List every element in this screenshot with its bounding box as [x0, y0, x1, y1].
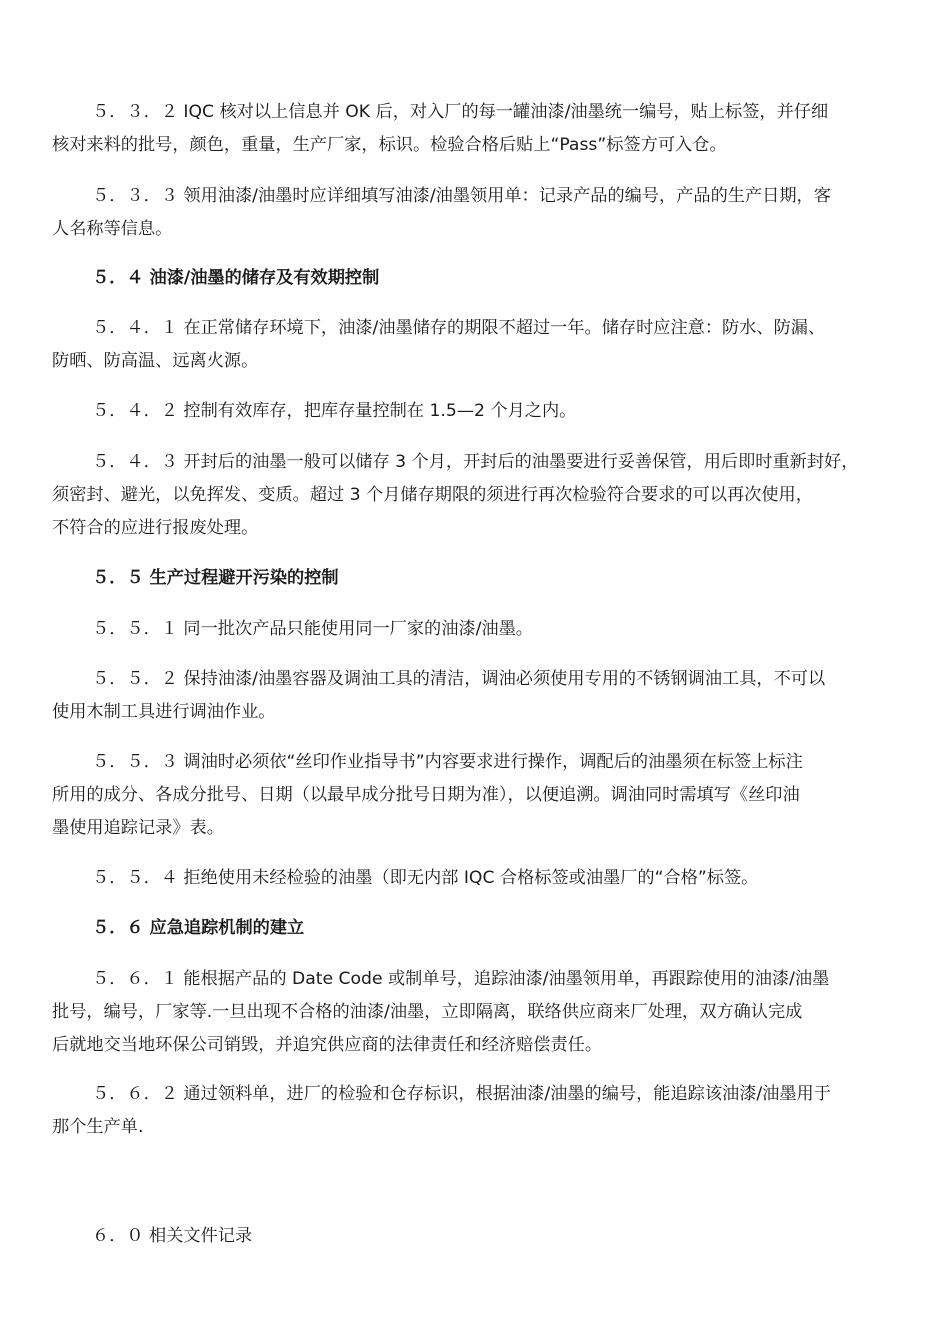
- paragraph-line: 使用木制工具进行调油作业。: [52, 702, 276, 722]
- heading-text: ５．６ 应急追踪机制的建立: [92, 918, 305, 938]
- paragraph-line: ５．５．１ 同一批次产品只能使用同一厂家的油漆/油墨。: [92, 619, 533, 639]
- section-heading-5-6: [52, 912, 894, 945]
- heading-text: ５．４ 油漆/油墨的储存及有效期控制: [92, 268, 380, 288]
- heading-text: ５．５ 生产过程避开污染的控制: [92, 568, 339, 588]
- section-heading-5-5: [52, 562, 894, 595]
- paragraph-line: ５．６．１ 能根据产品的 Date Code 或制单号，追踪油漆/油墨领用单，再跟踪使用的油漆/油墨: [92, 969, 830, 989]
- paragraph-5-6-2: [52, 1078, 894, 1144]
- paragraph-line: 后就地交当地环保公司销毁，并追究供应商的法律责任和经济赔偿责任。: [52, 1035, 603, 1055]
- paragraph-5-6-1: [52, 963, 894, 1062]
- paragraph-5-3-3: [52, 180, 894, 246]
- paragraph-5-4-1: [52, 312, 894, 378]
- paragraph-line: ５．５．３ 调油时必须依“丝印作业指导书”内容要求进行操作，调配后的油墨须在标签上标注: [92, 752, 803, 772]
- paragraph-line: ５．３．３ 领用油漆/油墨时应详细填写油漆/油墨领用单：记录产品的编号，产品的生产日期，客: [92, 186, 831, 206]
- section-heading-5-4: [52, 262, 894, 295]
- paragraph-5-5-4: [52, 862, 894, 895]
- paragraph-line: ６．０ 相关文件记录: [92, 1226, 253, 1246]
- paragraph-line: 须密封、避光，以免挥发、变质。超过 3 个月储存期限的须进行再次检验符合要求的可以再次使用，: [52, 485, 813, 505]
- paragraph-5-5-2: [52, 663, 894, 729]
- paragraph-5-5-3: [52, 746, 894, 845]
- paragraph-5-3-2: [52, 96, 894, 162]
- paragraph-5-5-1: [52, 613, 894, 646]
- paragraph-line: ５．４．２ 控制有效库存，把库存量控制在 1.5—2 个月之内。: [92, 401, 577, 421]
- paragraph-line: 所用的成分、各成分批号、日期（以最早成分批号日期为准），以便追溯。调油同时需填写《丝印油: [52, 785, 800, 805]
- paragraph-5-4-2: [52, 395, 894, 428]
- paragraph-line: 人名称等信息。: [52, 219, 173, 239]
- paragraph-line: ５．５．２ 保持油漆/油墨容器及调油工具的清洁，调油必须使用专用的不锈钢调油工具，不可以: [92, 669, 826, 689]
- paragraph-line: ５．６．２ 通过领料单，进厂的检验和仓存标识，根据油漆/油墨的编号，能追踪该油漆/油墨用于: [92, 1084, 831, 1104]
- paragraph-line: ５．４．１ 在正常储存环境下，油漆/油墨储存的期限不超过一年。储存时应注意：防水、防漏、: [92, 318, 826, 338]
- paragraph-line: 核对来料的批号，颜色，重量，生产厂家，标识。检验合格后贴上“Pass”标签方可入仓。: [52, 135, 727, 155]
- paragraph-line: 防晒、防高温、远离火源。: [52, 351, 259, 371]
- paragraph-line: 墨使用追踪记录》表。: [52, 818, 224, 838]
- section-6-0-title: [52, 1220, 894, 1253]
- paragraph-line: ５．５．４ 拒绝使用未经检验的油墨（即无内部 IQC 合格标签或油墨厂的“合格”标签。: [92, 868, 759, 888]
- paragraph-line: ５．４．３ 开封后的油墨一般可以储存 3 个月，开封后的油墨要进行妥善保管，用后即时重新封好，: [92, 452, 859, 472]
- paragraph-line: ５．３．２ IQC 核对以上信息并 OK 后，对入厂的每一罐油漆/油墨统一编号，贴上标签，并仔细: [92, 102, 829, 122]
- paragraph-5-4-3: [52, 446, 894, 545]
- paragraph-line: 那个生产单.: [52, 1117, 144, 1137]
- paragraph-line: 批号，编号，厂家等.一旦出现不合格的油漆/油墨，立即隔离，联络供应商来厂处理，双方确认完成: [52, 1002, 803, 1022]
- paragraph-line: 不符合的应进行报废处理。: [52, 518, 259, 538]
